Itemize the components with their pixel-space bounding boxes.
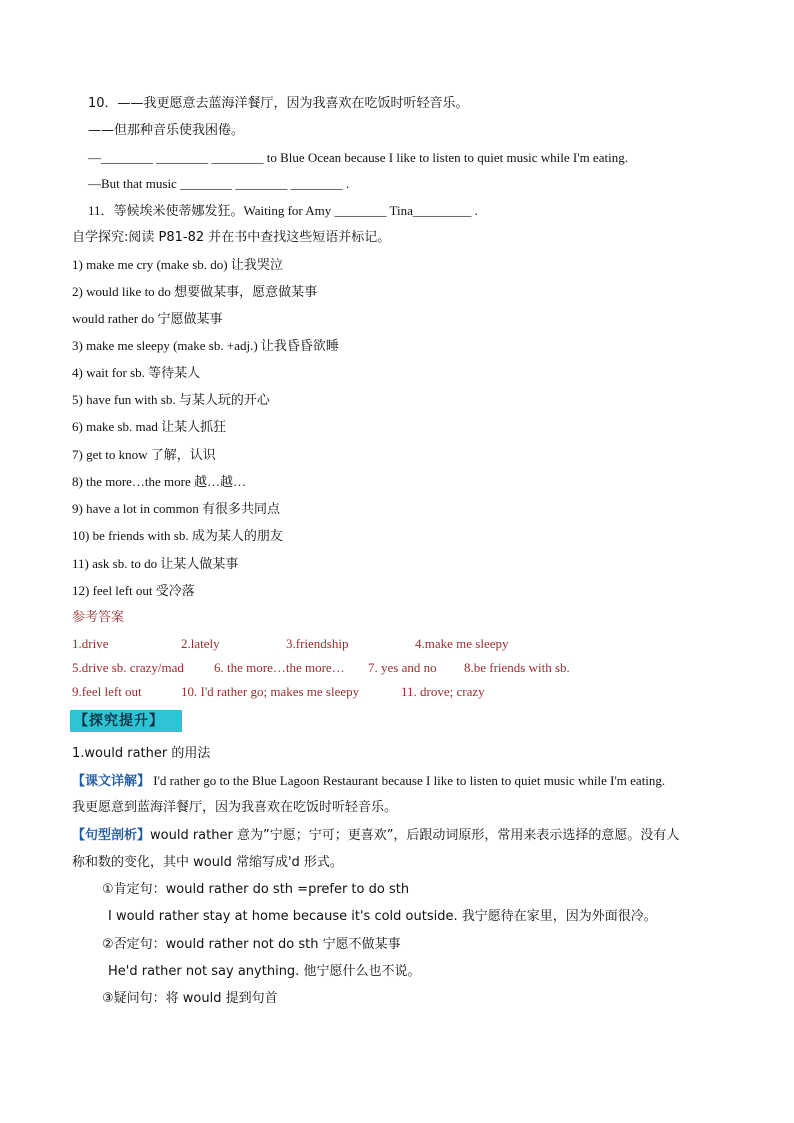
- phrase-item: 11) ask sb. to do 让某人做某事: [72, 556, 239, 571]
- answer-item: 7. yes and no: [368, 660, 437, 675]
- answer-item: 5.drive sb. crazy/mad: [72, 660, 184, 675]
- phrase-item: 1) make me cry (make sb. do) 让我哭泣: [72, 257, 283, 272]
- answer-item: 10. I'd rather go; makes me sleepy: [181, 684, 360, 699]
- phrase-item: 8) the more…the more 越…越…: [72, 474, 247, 489]
- phrase-item: 2) would like to do 想要做某事，愿意做某事: [72, 284, 318, 299]
- sentence-analysis: [72, 827, 679, 845]
- q10-line4: —But that music ________ ________ ________ .: [88, 176, 350, 191]
- point-question: ③疑问句：将 would 提到句首: [102, 991, 278, 1006]
- phrase-item: would rather do 宁愿做某事: [72, 311, 223, 326]
- answer-item: 3.friendship: [286, 636, 349, 651]
- phrase-item: 10) be friends with sb. 成为某人的朋友: [72, 528, 283, 543]
- q10-line2: ——但那种音乐使我困倦。: [88, 123, 245, 138]
- phrase-item: 4) wait for sb. 等待某人: [72, 365, 201, 380]
- answer-item: 2.lately: [181, 636, 220, 651]
- lesson-detail: [72, 772, 665, 791]
- sentence-analysis-text2: 称和数的变化，其中 would 常缩写成'd 形式。: [72, 855, 343, 870]
- point-affirmative-example: I would rather stay at home because it's cold outside. 我宁愿待在家里，因为外面很冷。: [108, 909, 657, 924]
- sentence-analysis-text: would rather 意为”宁愿；宁可；更喜欢”，后跟动词原形，常用来表示选择的意愿。没有人: [150, 828, 680, 843]
- q10-line3: —________ ________ ________ to Blue Ocean because I like to listen to quiet music while I'm eating.: [88, 150, 628, 165]
- answer-item: 8.be friends with sb.: [464, 660, 570, 675]
- point-affirmative: ①肯定句：would rather do sth =prefer to do sth: [102, 882, 410, 897]
- answer-item: 4.make me sleepy: [415, 636, 509, 651]
- point-negative: ②否定句：would rather not do sth 宁愿不做某事: [102, 937, 401, 952]
- lesson-detail-english: I'd rather go to the Blue Lagoon Restaurant because I like to listen to quiet music while I'm eating.: [150, 773, 666, 788]
- point-negative-example: He'd rather not say anything. 他宁愿什么也不说。: [108, 964, 421, 979]
- phrase-item: 9) have a lot in common 有很多共同点: [72, 501, 280, 516]
- phrase-item: 6) make sb. mad 让某人抓狂: [72, 419, 227, 434]
- phrase-item: 12) feel left out 受冷落: [72, 583, 195, 598]
- lesson-detail-tag: 【课文详解】: [72, 774, 151, 789]
- phrase-item: 7) get to know 了解，认识: [72, 447, 216, 462]
- answers-title: 参考答案: [72, 610, 125, 625]
- answer-item: 11. drove; crazy: [401, 684, 485, 699]
- q10-line1: 10．——我更愿意去蓝海洋餐厅，因为我喜欢在吃饭时听轻音乐。: [88, 96, 469, 111]
- answer-item: 9.feel left out: [72, 684, 142, 699]
- q11-line: 11．等候埃米使蒂娜发狂。Waiting for Amy ________ Tina_________ .: [88, 203, 478, 218]
- phrase-item: 5) have fun with sb. 与某人玩的开心: [72, 392, 270, 407]
- answer-item: 6. the more…the more…: [214, 660, 345, 675]
- answer-item: 1.drive: [72, 636, 109, 651]
- lesson-detail-chinese: 我更愿意到蓝海洋餐厅，因为我喜欢在吃饭时听轻音乐。: [72, 800, 398, 815]
- section1-title: 1.would rather 的用法: [72, 746, 211, 761]
- self-study-heading: 自学探究:阅读 P81-82 并在书中查找这些短语并标记。: [72, 230, 391, 245]
- section-banner: 【探究提升】: [70, 710, 182, 732]
- phrase-item: 3) make me sleepy (make sb. +adj.) 让我昏昏欲睡: [72, 338, 339, 353]
- sentence-analysis-tag: 【句型剖析】: [72, 828, 151, 843]
